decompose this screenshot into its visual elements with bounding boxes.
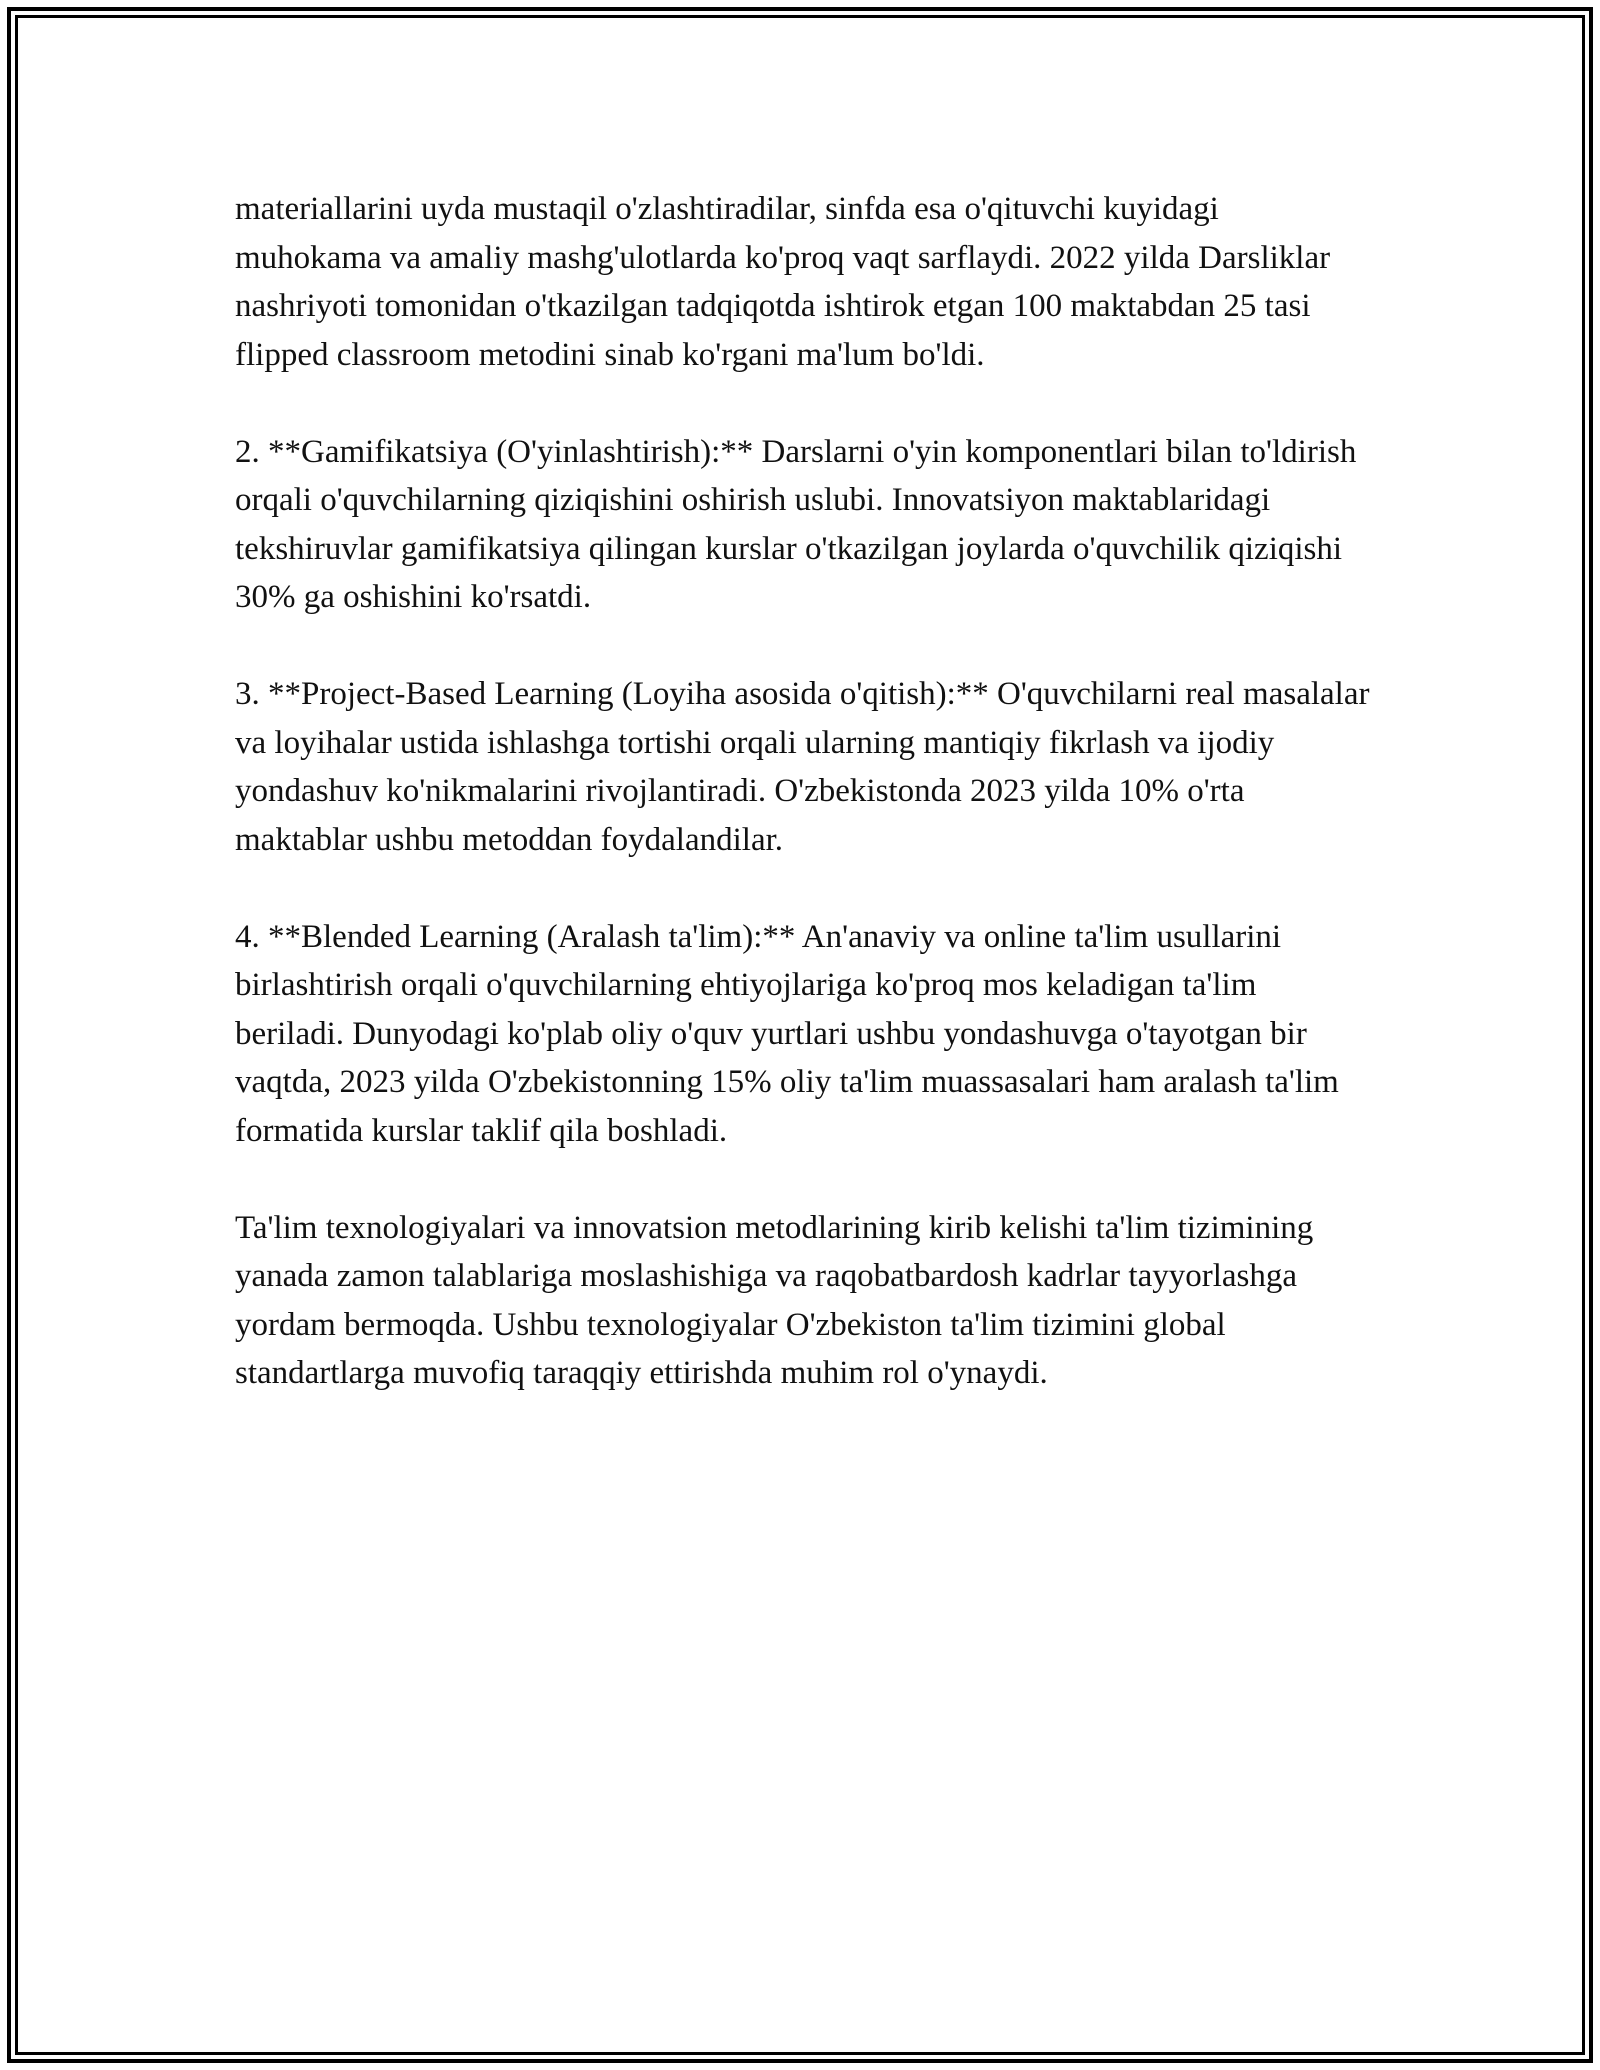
paragraph-gamification: 2. **Gamifikatsiya (O'yinlashtirish):** Darslarni o'yin komponentlari bilan to'ldirish orqali o'quvchilarning qiziqishini oshirish uslubi. Innovatsiyon maktablaridagi tekshiruvlar gamifikatsiya qilingan kurslar o'tkazilgan joylarda o'quvchilik qiziqishi 30% ga oshishini ko'rsatdi. bbox=[235, 433, 1357, 615]
paragraph-blended-learning: 4. **Blended Learning (Aralash ta'lim):** An'anaviy va online ta'lim usullarini birlashtirish orqali o'quvchilarning ehtiyojlariga ko'proq mos keladigan ta'lim beriladi. Dunyodagi ko'plab oliy o'quv yurtlari ushbu yondashuvga o'tayotgan bir vaqtda, 2023 yilda O'zbekistonning 15% oliy ta'lim muassasalari ham aralash ta'lim formatida kurslar taklif qila boshladi. bbox=[235, 918, 1339, 1149]
paragraph-project-based-learning: 3. **Project-Based Learning (Loyiha asosida o'qitish):** O'quvchilarni real masalalar va loyihalar ustida ishlashga tortishi orqali ularning mantiqiy fikrlash va ijodiy yondashuv ko'nikmalarini rivojlantiradi. O'zbekistonda 2023 yilda 10% o'rta maktablar ushbu metoddan foydalandilar. bbox=[235, 676, 1370, 858]
paragraph-conclusion: Ta'lim texnologiyalari va innovatsion metodlarining kirib kelishi ta'lim tizimining yanada zamon talablariga moslashishiga va raqobatbardosh kadrlar tayyorlashga yordam bermoqda. Ushbu texnologiyalar O'zbekiston ta'lim tizimini global standartlarga muvofiq taraqqiy ettirishda muhim rol o'ynaydi. bbox=[235, 1209, 1314, 1391]
paragraph-flipped-classroom-continuation: materiallarini uyda mustaqil o'zlashtiradilar, sinfda esa o'qituvchi kuyidagi muhokama va amaliy mashg'ulotlarda ko'proq vaqt sarflaydi. 2022 yilda Darsliklar nashriyoti tomonidan o'tkazilgan tadqiqotda ishtirok etgan 100 maktabdan 25 tasi flipped classroom metodini sinab ko'rgani ma'lum bo'ldi. bbox=[235, 191, 1331, 373]
document-body bbox=[235, 185, 1370, 1398]
